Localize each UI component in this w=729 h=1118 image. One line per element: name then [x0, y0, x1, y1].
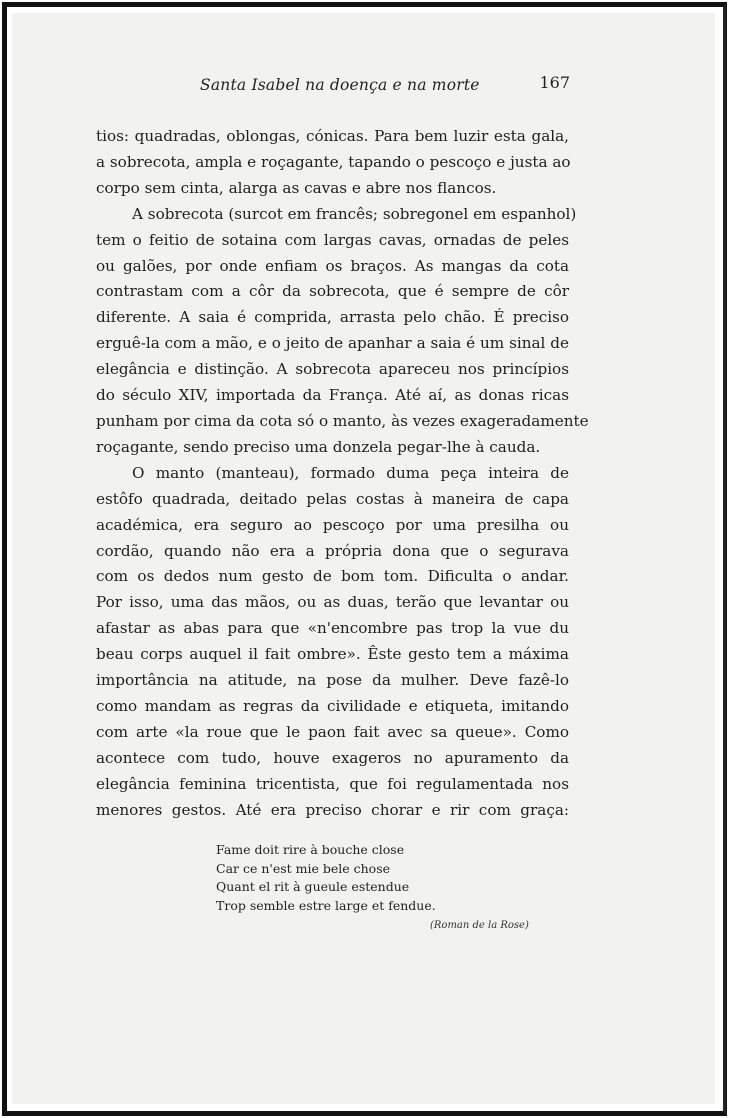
text-line: elegância feminina tricentista, que foi regulamentada nos — [96, 774, 569, 793]
page-header — [200, 68, 570, 98]
poem-citation: (Roman de la Rose) — [430, 920, 529, 931]
poem-verse: Quant el rit à gueule estendue — [216, 879, 410, 895]
poem-verse: Fame doit rire à bouche close — [216, 842, 405, 857]
text-line: contrastam com a côr da sobrecota, que é sempre de côr — [96, 282, 569, 301]
text-line: académica, era seguro ao pescoço por uma presilha ou — [96, 515, 569, 534]
text-line: erguê-la com a mão, e o jeito de apanhar a saia é um sinal de — [96, 334, 569, 353]
text-line: tem o feitio de sotaina com largas cavas, ornadas de peles — [96, 230, 569, 249]
text-line: do século XIV, importada da França. Até aí, as donas ricas — [96, 386, 569, 405]
text-line: diferente. A saia é comprida, arrasta pelo chão. É preciso — [96, 308, 569, 327]
text-line: estôfo quadrada, deitado pelas costas à maneira de capa — [96, 489, 569, 508]
text-line: a sobrecota, ampla e roçagante, tapando o pescoço e justa ao — [96, 152, 571, 171]
page-number: 167 — [539, 73, 570, 92]
text-line: afastar as abas para que «n'encombre pas trop la vue du — [96, 619, 569, 638]
text-line: roçagante, sendo preciso uma donzela pegar-lhe à cauda. — [96, 437, 541, 456]
text-line: menores gestos. Até era preciso chorar e rir com graça: — [96, 800, 569, 819]
text-line: corpo sem cinta, alarga as cavas e abre nos flancos. — [96, 178, 497, 197]
poem-quotation — [216, 841, 546, 915]
text-line: tios: quadradas, oblongas, cónicas. Para bem luzir esta gala, — [96, 127, 569, 145]
poem-verse: Car ce n'est mie bele chose — [216, 860, 391, 876]
body-text — [96, 124, 589, 823]
text-line: O manto (manteau), formado duma peça inteira de — [132, 463, 569, 482]
text-line: Por isso, uma das mãos, ou as duas, terão que levantar ou — [96, 593, 569, 612]
text-line: importância na atitude, na pose da mulher. Deve fazê-lo — [96, 671, 569, 690]
text-line: cordão, quando não era a própria dona que o segurava — [96, 541, 569, 560]
poem-verse: Trop semble estre large et fendue. — [216, 897, 436, 913]
text-line: elegância e distinção. A sobrecota apareceu nos princípios — [96, 360, 569, 379]
text-line: como mandam as regras da civilidade e etiqueta, imitando — [96, 696, 569, 715]
text-line: acontece com tudo, houve exageros no apuramento da — [96, 748, 569, 767]
text-line: A sobrecota (surcot em francês; sobregonel em espanhol) — [132, 204, 577, 223]
text-line: com arte «la roue que le paon fait avec sa queue». Como — [96, 722, 569, 741]
text-line: beau corps auquel il fait ombre». Êste gesto tem a máxima — [96, 645, 569, 664]
text-line: com os dedos num gesto de bom tom. Dificulta o andar. — [96, 567, 569, 586]
text-line: ou galões, por onde enfiam os braços. As mangas da cota — [96, 256, 569, 275]
running-title: Santa Isabel na doença e na morte — [200, 76, 480, 94]
text-line: punham por cima da cota só o manto, às vezes exageradamente — [96, 411, 589, 430]
